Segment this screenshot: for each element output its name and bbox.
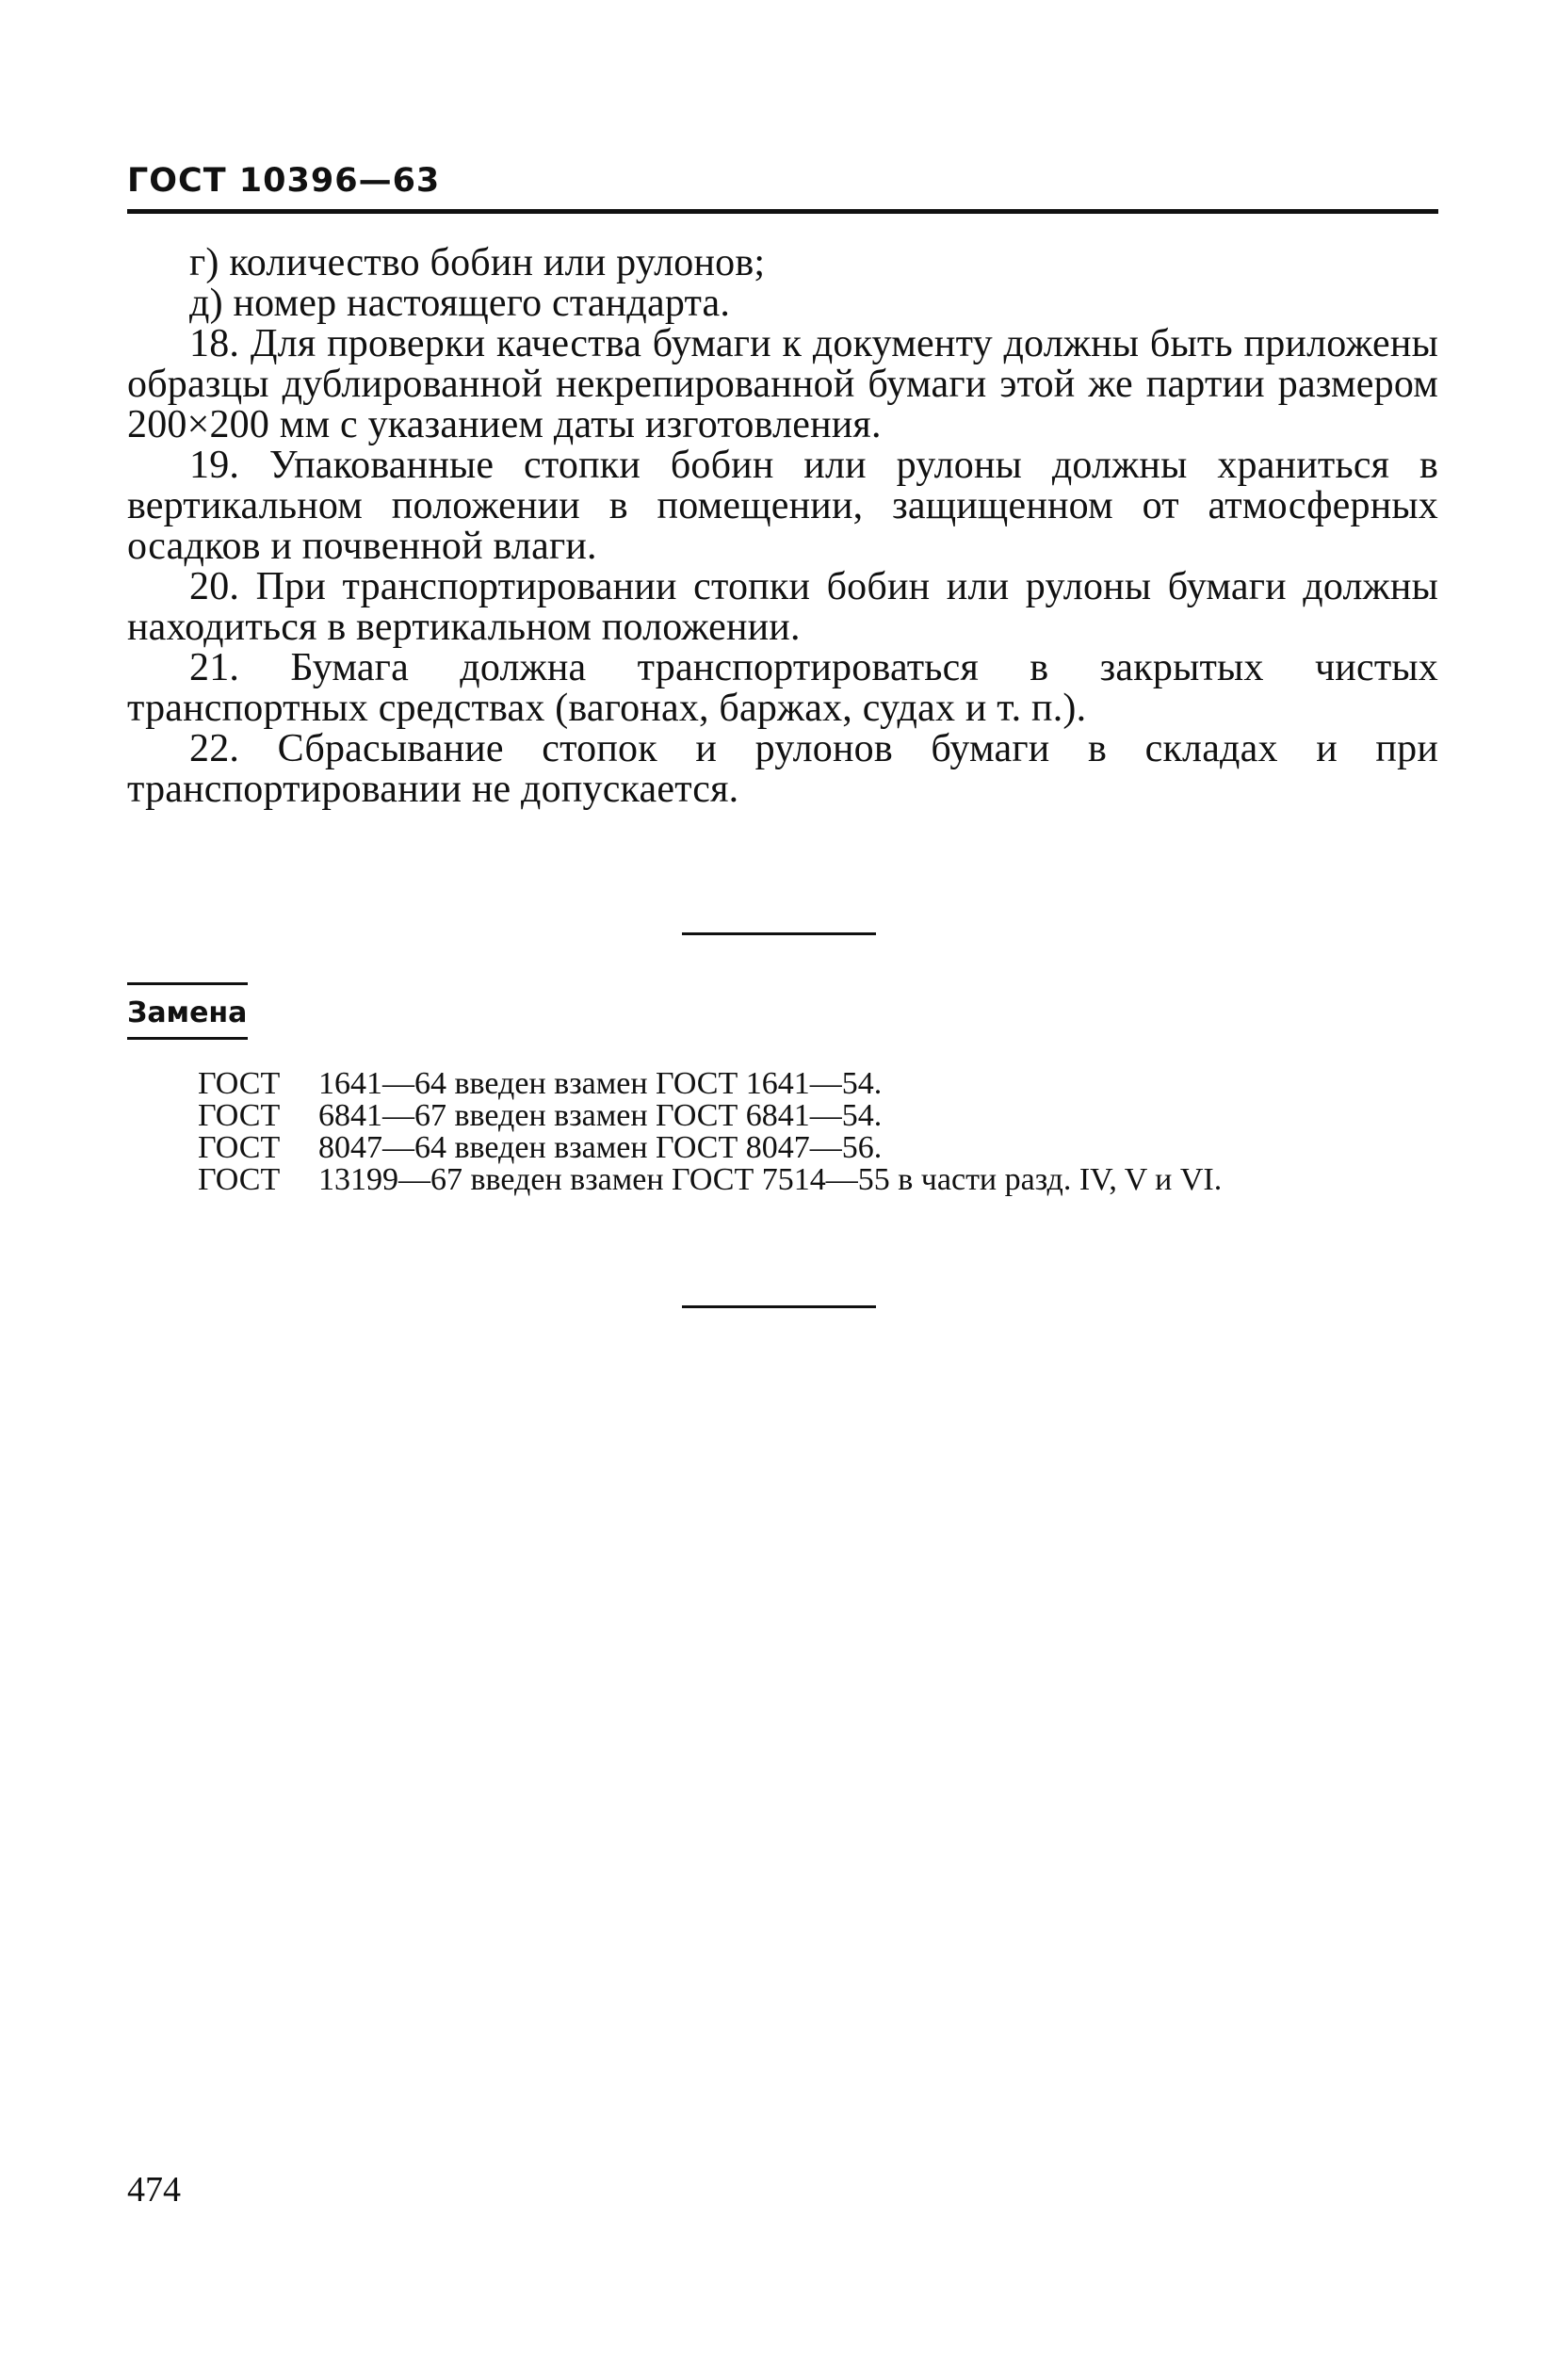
zamena-underline	[127, 1037, 248, 1040]
list-item-d: д) номер настоящего стандарта.	[189, 282, 731, 325]
replacement-item	[198, 1164, 1422, 1196]
body-text	[127, 243, 1438, 810]
section-divider-bottom	[682, 1305, 876, 1308]
paragraph-19: 19. Упакованные стопки бобин или рулоны должны храниться в вертикальном положении в помещении, защищенном от атмосферных осадков и почвенной влаги.	[127, 444, 1438, 568]
section-divider-top	[682, 932, 876, 935]
replacement-gost: ГОСТ	[198, 1098, 281, 1133]
paragraph-21: 21. Бумага должна транспортироваться в закрытых чистых транспортных средствах (вагонах, баржах, судах и т. п.).	[127, 646, 1438, 730]
paragraph-20: 20. При транспортировании стопки бобин или рулоны бумаги должны находиться в вертикальном положении.	[127, 565, 1438, 649]
replacement-item	[198, 1132, 1422, 1164]
replacement-gost: ГОСТ	[198, 1162, 281, 1197]
list-item-g: г) количество бобин или рулонов;	[189, 241, 766, 284]
zamena-overline	[127, 982, 248, 985]
replacement-text: 6841—67 введен взамен ГОСТ 6841—54.	[318, 1098, 883, 1133]
paragraph-18: 18. Для проверки качества бумаги к документу должны быть приложены образцы дублированной некрепированной бумаги этой же партии размером 200×200 мм с указанием даты изготовления.	[127, 322, 1438, 446]
paragraph-22: 22. Сбрасывание стопок и рулонов бумаги в складах и при транспортировании не допускается.	[127, 727, 1438, 811]
page-number: 474	[127, 2170, 181, 2210]
replacement-item	[198, 1068, 1422, 1100]
replacement-text: 8047—64 введен взамен ГОСТ 8047—56.	[318, 1130, 883, 1165]
replacement-list	[198, 1068, 1422, 1196]
replacement-item	[198, 1100, 1422, 1132]
header-rule	[127, 209, 1438, 214]
replacement-text: 1641—64 введен взамен ГОСТ 1641—54.	[318, 1066, 883, 1101]
replacement-text: 13199—67 введен взамен ГОСТ 7514—55 в части разд. IV, V и VI.	[318, 1162, 1223, 1197]
replacement-gost: ГОСТ	[198, 1130, 281, 1165]
replacement-gost: ГОСТ	[198, 1066, 281, 1101]
page-header: ГОСТ 10396—63	[127, 162, 441, 200]
zamena-title: Замена	[127, 996, 248, 1029]
